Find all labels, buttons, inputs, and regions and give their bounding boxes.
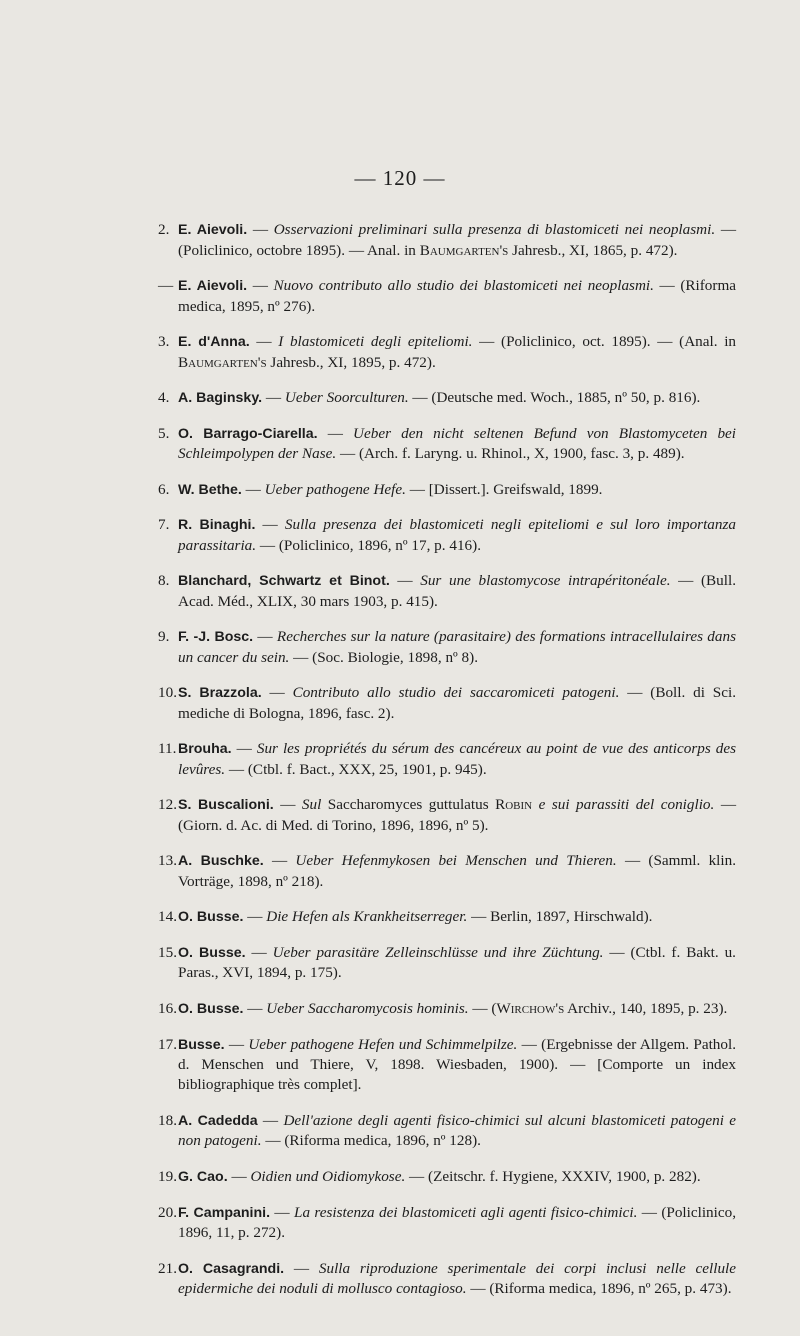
bibliography-entry <box>158 739 736 780</box>
entry-source: — (Soc. Biologie, 1898, nº 8). <box>289 648 478 666</box>
bibliography-entry <box>158 851 736 892</box>
entry-title: I blastomiceti degli epiteliomi. <box>278 333 473 351</box>
entry-author: S. Buscalioni. <box>178 797 274 814</box>
entry-source: — (Ergebnisse der Allgem. Pathol. d. Menschen und Thiere, V, 1898. Wiesbaden, 1900). — [Comporte un index bibliographique très complet]. <box>178 1035 736 1094</box>
entry-separator: — <box>247 221 274 239</box>
bibliography-entry <box>158 388 736 408</box>
entry-author: F. -J. Bosc. <box>178 629 254 646</box>
entry-title: Sur une blastomycose intrapéritonéale. <box>420 572 671 590</box>
entry-title: Sulla presenza dei blastomiceti negli epiteliomi e sul loro importanza parassitaria. <box>178 516 736 554</box>
entry-number: 7. <box>158 516 170 534</box>
entry-title: Oidien und Oidiomykose. <box>250 1167 406 1185</box>
entry-number: 3. <box>158 333 170 351</box>
entry-author: Busse. <box>178 1036 225 1053</box>
entry-separator: — <box>255 516 285 534</box>
entry-separator: — <box>257 1111 284 1129</box>
entry-title: Osservazioni preliminari sulla presenza di blastomiceti nei neoplasmi. <box>273 221 716 239</box>
bibliography-entry <box>158 795 736 836</box>
bibliography-entry <box>158 1111 736 1152</box>
entry-number: 16. <box>158 999 177 1017</box>
entry-number: 2. <box>158 221 170 239</box>
entry-source: — (Samml. klin. Vorträge, 1898, nº 218). <box>178 852 736 890</box>
bibliography-entry <box>158 1259 736 1300</box>
entry-source: — (Policlinico, octobre 1895). — Anal. in <box>178 221 736 259</box>
entry-separator: — <box>261 684 293 702</box>
entry-author: Blanchard, Schwartz et Binot. <box>178 573 390 590</box>
entry-title: La resistenza dei blastomiceti agli agenti fisico-chimici. <box>294 1203 638 1221</box>
entry-number: 10. <box>158 684 177 702</box>
entry-number: 8. <box>158 572 170 590</box>
entry-separator: — <box>249 333 279 351</box>
entry-number: 17. <box>158 1035 177 1053</box>
entry-author: A. Baginsky. <box>178 390 263 407</box>
bibliography-entry <box>158 1035 736 1096</box>
entry-number: 13. <box>158 852 177 870</box>
entry-source: — (Riforma medica, 1896, nº 128). <box>261 1132 481 1150</box>
bibliography-entry <box>158 220 736 261</box>
entry-number: 6. <box>158 480 170 498</box>
entry-separator: — <box>270 1203 294 1221</box>
bibliography-entry <box>158 480 736 500</box>
bibliography-entry <box>158 943 736 984</box>
bibliography-entry <box>158 683 736 724</box>
entry-separator: — <box>241 480 265 498</box>
entry-source: — [Dissert.]. Greifswald, 1899. <box>405 480 603 498</box>
entry-title: Contributo allo studio dei saccaromiceti patogeni. <box>292 684 620 702</box>
entry-source-smallcaps: Wirchow's <box>496 999 565 1017</box>
entry-number: 9. <box>158 628 170 646</box>
entry-separator: — <box>262 389 285 407</box>
entry-author: O. Barrago-Ciarella. <box>178 425 318 442</box>
entry-author: Brouha. <box>178 741 232 758</box>
entry-source: — (Ctbl. f. Bact., XXX, 25, 1901, p. 945). <box>225 760 487 778</box>
entry-author: O. Busse. <box>178 1000 244 1017</box>
entry-separator: — <box>231 740 257 758</box>
entry-source: — (Riforma medica, 1895, nº 276). <box>178 277 737 315</box>
entry-author: W. Bethe. <box>178 481 242 498</box>
entry-source-end: — (Giorn. d. Ac. di Med. di Torino, 1896, 1896, nº 5). <box>178 796 736 834</box>
entry-source: — (Policlinico, oct. 1895). — (Anal. in <box>472 333 737 351</box>
entry-author: F. Campanini. <box>178 1204 271 1221</box>
entry-title: Ueber den nicht seltenen Befund von Blastomyceten bei Schleimpolypen der Nase. <box>178 424 737 463</box>
entry-author: A. Cadedda <box>178 1112 258 1129</box>
bibliography-entry <box>158 907 736 927</box>
entry-separator: — <box>389 572 421 590</box>
bibliography-entry <box>158 332 736 373</box>
entry-source: — Berlin, 1897, Hirschwald). <box>467 908 653 926</box>
entry-source: — (Zeitschr. f. Hygiene, XXXIV, 1900, p. 282). <box>405 1167 701 1185</box>
entry-author: R. Binaghi. <box>178 517 256 534</box>
entry-author: O. Busse. <box>178 944 246 961</box>
entry-title: Sur les propriétés du sérum des cancéreux au point de vue des anticorps des levûres. <box>178 740 736 778</box>
entry-separator: — <box>273 796 302 814</box>
entry-author: G. Cao. <box>178 1168 228 1185</box>
entry-title: Ueber Hefenmykosen bei Menschen und Thieren. <box>295 852 617 870</box>
entry-title: Sul <box>301 796 322 814</box>
entry-title: Dell'azione degli agenti fisico-chimici sul alcuni blastomiceti patogeni e non patogeni. <box>178 1111 737 1150</box>
entry-title: Recherches sur la nature (parasitaire) des formations intracellulaires dans un cancer du sein. <box>178 628 736 666</box>
page-number: — 120 — <box>354 166 446 190</box>
entry-number: 14. <box>158 908 177 926</box>
entry-source: — (Deutsche med. Woch., 1885, nº 50, p. 816). <box>408 389 701 407</box>
entry-separator: — <box>227 1167 251 1185</box>
entry-title: Nuovo contributo allo studio dei blastomiceti nei neoplasmi. <box>273 277 654 295</box>
entry-title: Ueber Soorculturen. <box>284 389 409 407</box>
entry-author: E. Aievoli. <box>178 278 248 295</box>
entry-number: 4. <box>158 389 170 407</box>
entry-title: Ueber pathogene Hefe. <box>264 480 406 498</box>
entry-author: E. Aievoli. <box>178 222 248 239</box>
entry-number: 20. <box>158 1203 177 1221</box>
entry-author: S. Brazzola. <box>178 685 262 702</box>
entry-title: Ueber Saccharomycosis hominis. <box>266 999 469 1017</box>
entry-author: E. d'Anna. <box>178 334 250 351</box>
entry-source: — (Policlinico, 1896, 11, p. 272). <box>178 1203 736 1241</box>
entry-separator: — <box>243 908 267 926</box>
entry-source-cont: Jahresb., XI, 1865, p. 472). <box>508 241 678 259</box>
entry-source: — (Boll. di Sci. mediche di Bologna, 1896, fasc. 2). <box>178 684 736 722</box>
entry-source: — (Ctbl. f. Bakt. u. Paras., XVI, 1894, p. 175). <box>178 943 736 982</box>
entry-number: 18. <box>158 1111 177 1129</box>
entry-separator: — <box>317 424 354 442</box>
entry-separator: — <box>243 999 267 1017</box>
entry-source: — (Policlinico, 1896, nº 17, p. 416). <box>256 536 481 554</box>
entry-number: — <box>158 277 174 295</box>
bibliography-entry <box>158 627 736 668</box>
entry-separator: — <box>224 1035 249 1053</box>
bibliography-entry <box>158 1167 736 1187</box>
entry-source: — (Arch. f. Laryng. u. Rhinol., X, 1900, fasc. 3, p. 489). <box>336 445 685 463</box>
entry-separator: — <box>263 852 296 870</box>
entry-author: O. Casagrandi. <box>178 1260 285 1277</box>
bibliography-list <box>158 205 736 1302</box>
entry-source: — ( <box>468 999 497 1017</box>
entry-source: — (Bull. Acad. Méd., XLIX, 30 mars 1903, p. 415). <box>178 572 736 610</box>
entry-number: 11. <box>158 740 177 758</box>
entry-source-cont: Jahresb., XI, 1895, p. 472). <box>266 353 436 371</box>
bibliography-entry <box>158 424 736 465</box>
bibliography-entry <box>158 1203 736 1244</box>
entry-separator: — <box>247 277 274 295</box>
entry-author: A. Buschke. <box>178 853 264 870</box>
bibliography-entry <box>158 571 736 612</box>
bibliography-entry <box>158 515 736 556</box>
entry-title: Ueber parasitäre Zelleinschlüsse und ihre Züchtung. <box>272 943 604 961</box>
entry-source: Saccharomyces guttulatus <box>321 796 496 814</box>
entry-author: O. Busse. <box>178 909 244 926</box>
entry-number: 15. <box>158 943 177 961</box>
entry-title: Sulla riproduzione sperimentale dei corpi inclusi nelle cellule epidermiche dei noduli di mollusco contagioso. <box>178 1259 737 1297</box>
entry-separator: — <box>245 943 273 961</box>
entry-number: 12. <box>158 796 177 814</box>
entry-number: 5. <box>158 424 170 442</box>
entry-source-cont: Archiv., 140, 1895, p. 23). <box>564 999 728 1017</box>
entry-source: — (Riforma medica, 1896, nº 265, p. 473). <box>466 1279 732 1297</box>
entry-title-cont: e sui parassiti del coniglio. <box>532 796 715 814</box>
entry-separator: — <box>253 628 277 646</box>
entry-separator: — <box>284 1259 319 1277</box>
entry-number: 19. <box>158 1167 177 1185</box>
entry-source-smallcaps: Baumgarten's <box>419 241 509 259</box>
entry-number: 21. <box>158 1259 177 1277</box>
entry-source-smallcaps: Baumgarten's <box>178 353 267 371</box>
entry-title: Ueber pathogene Hefen und Schimmelpilze. <box>248 1035 518 1053</box>
entry-source-smallcaps: Robin <box>495 796 533 814</box>
bibliography-entry <box>158 999 736 1019</box>
bibliography-entry <box>158 276 736 317</box>
entry-title: Die Hefen als Krankheitserreger. <box>266 908 468 926</box>
